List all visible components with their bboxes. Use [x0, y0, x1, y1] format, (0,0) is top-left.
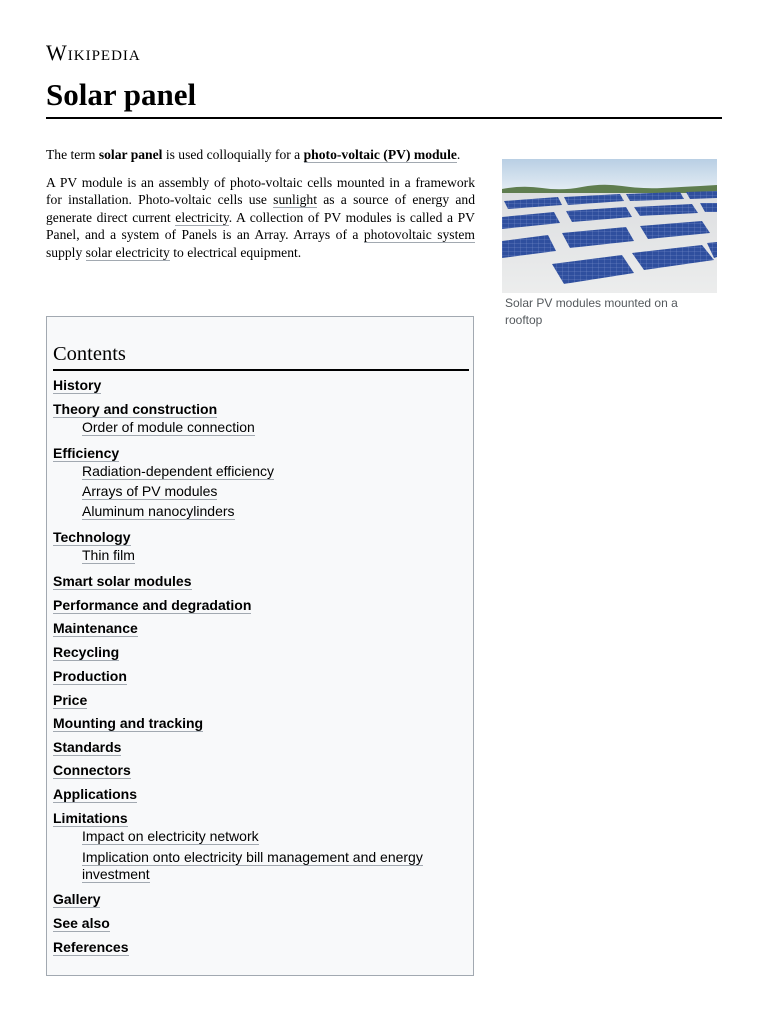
- intro-text: is used colloquially for a: [162, 147, 304, 162]
- toc-item-performance-and-degradation[interactable]: Performance and degradation: [53, 597, 252, 613]
- image-caption: Solar PV modules mounted on a rooftop: [505, 296, 678, 327]
- toc-item-radiation-dependent-efficiency[interactable]: Radiation-dependent efficiency: [82, 463, 274, 479]
- solar-panels-photo[interactable]: [502, 159, 717, 293]
- toc-item-impact-on-electricity-network[interactable]: Impact on electricity network: [82, 828, 259, 844]
- toc-item-recycling[interactable]: Recycling: [53, 644, 120, 660]
- table-of-contents: [46, 316, 474, 976]
- page-title: Solar panel: [46, 77, 197, 112]
- intro-text: . A collection of PV modules is called a PV Panel, and a system of Panels is an Array. Arrays of a: [46, 209, 475, 242]
- link-photovoltaic-system[interactable]: photovoltaic system: [363, 227, 475, 242]
- title-divider: [46, 117, 722, 119]
- intro-paragraph-1: [46, 146, 475, 164]
- toc-item-thin-film[interactable]: Thin film: [82, 547, 135, 563]
- toc-item-technology[interactable]: Technology: [53, 529, 131, 545]
- article-intro: [46, 146, 475, 271]
- link-solar-electricity[interactable]: solar electricity: [85, 244, 170, 260]
- intro-text: as a source of energy and generate direct current: [46, 192, 475, 225]
- intro-text: supply: [46, 244, 86, 260]
- intro-bold-term: solar panel: [98, 147, 163, 162]
- link-sunlight[interactable]: sunlight: [273, 192, 317, 207]
- intro-text: .: [456, 147, 461, 162]
- toc-item-order-of-module-connection[interactable]: Order of module connection: [82, 419, 255, 435]
- toc-item-see-also[interactable]: See also: [53, 915, 110, 931]
- toc-item-implication-onto-electricity-bill[interactable]: Implication onto electricity bill management and energy investment: [82, 849, 423, 882]
- toc-item-gallery[interactable]: Gallery: [53, 891, 101, 907]
- toc-item-references[interactable]: References: [53, 939, 129, 955]
- intro-paragraph-2: [46, 174, 475, 262]
- toc-item-theory-and-construction[interactable]: Theory and construction: [53, 401, 218, 417]
- link-electricity[interactable]: electricity: [175, 209, 229, 225]
- intro-text: to electrical equipment.: [169, 244, 302, 260]
- toc-title: Contents: [53, 343, 126, 365]
- toc-item-applications[interactable]: Applications: [53, 786, 138, 802]
- toc-item-limitations[interactable]: Limitations: [53, 810, 128, 826]
- toc-item-connectors[interactable]: Connectors: [53, 762, 131, 778]
- toc-item-production[interactable]: Production: [53, 668, 127, 684]
- toc-item-aluminum-nanocylinders[interactable]: Aluminum nanocylinders: [82, 503, 235, 519]
- toc-item-standards[interactable]: Standards: [53, 739, 122, 755]
- intro-text: The term: [46, 147, 99, 162]
- intro-text: A PV module is an assembly of photo-voltaic cells mounted in a framework for installation. Photo-voltaic cells use: [46, 174, 475, 207]
- toc-divider: [53, 369, 469, 371]
- toc-item-smart-solar-modules[interactable]: Smart solar modules: [53, 573, 192, 589]
- link-photo-voltaic-module[interactable]: photo-voltaic (PV) module: [303, 147, 457, 162]
- toc-item-efficiency[interactable]: Efficiency: [53, 445, 120, 461]
- toc-item-arrays-of-pv-modules[interactable]: Arrays of PV modules: [82, 483, 218, 499]
- toc-item-maintenance[interactable]: Maintenance: [53, 620, 138, 636]
- toc-item-price[interactable]: Price: [53, 692, 88, 708]
- toc-item-mounting-and-tracking[interactable]: Mounting and tracking: [53, 715, 204, 731]
- wikipedia-wordmark[interactable]: Wikipedia: [46, 40, 141, 65]
- toc-item-history[interactable]: History: [53, 377, 102, 393]
